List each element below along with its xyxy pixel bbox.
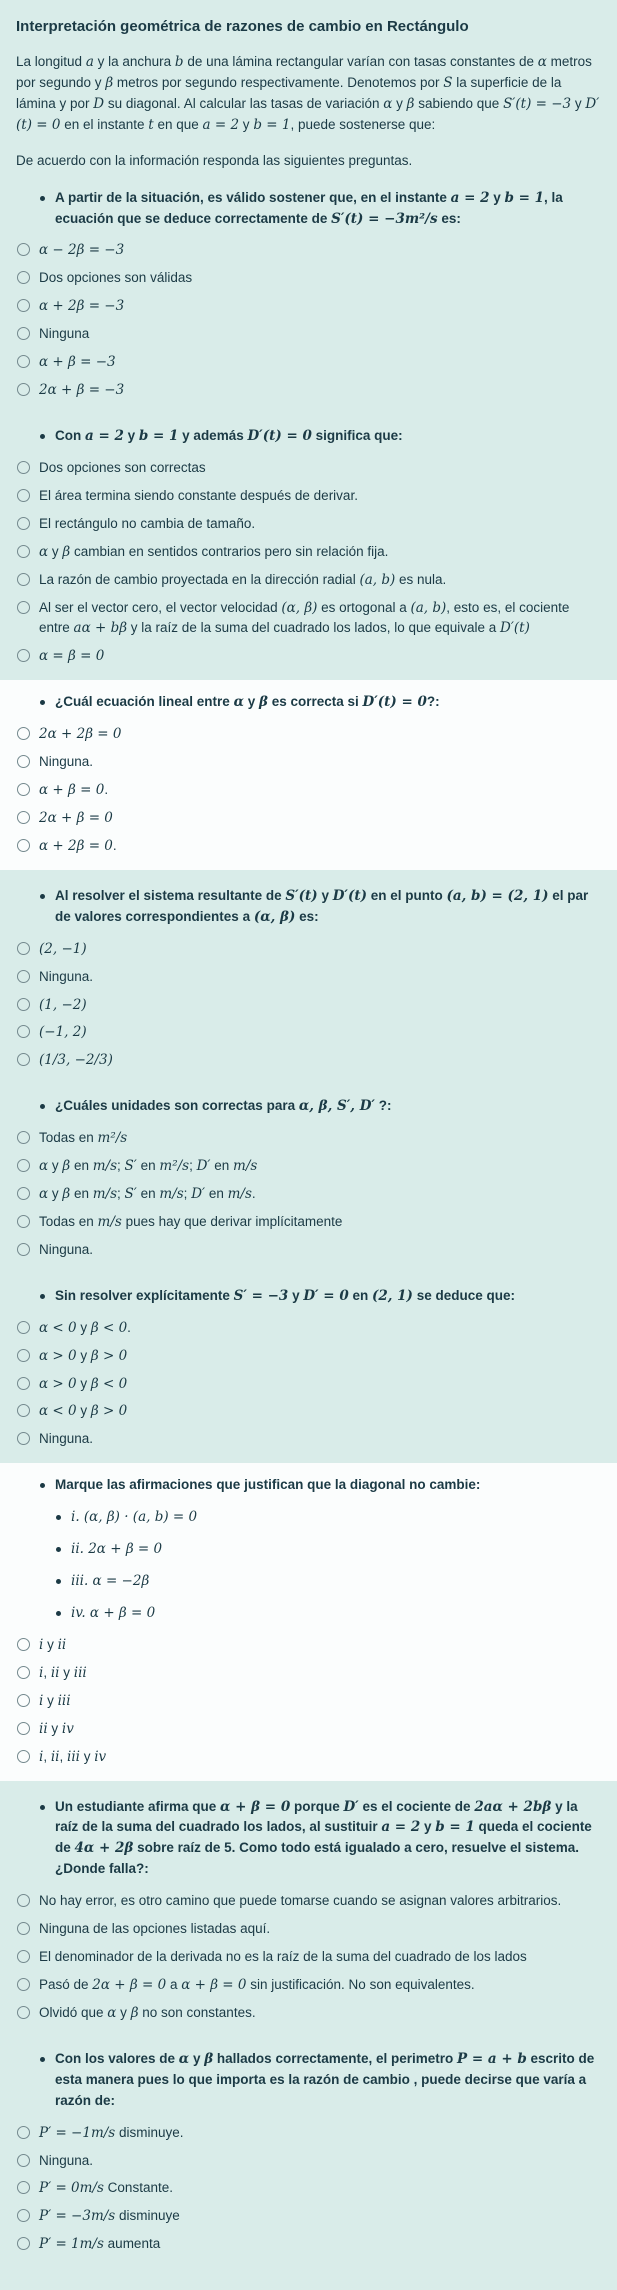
question-row bbox=[16, 692, 601, 713]
bullet-icon bbox=[56, 1579, 61, 1584]
question-row bbox=[16, 1475, 601, 1496]
bullet-icon bbox=[40, 1294, 45, 1299]
question-section bbox=[16, 426, 601, 676]
answer-option[interactable] bbox=[16, 1022, 601, 1043]
option-label: El área termina siendo constante después de derivar. bbox=[39, 487, 358, 503]
radio-button-icon[interactable] bbox=[17, 2154, 30, 2167]
radio-button-icon[interactable] bbox=[17, 243, 30, 256]
bullet-icon bbox=[40, 1805, 45, 1810]
option-label: P′ = −3m/s disminuye bbox=[39, 2208, 180, 2225]
radio-button-icon[interactable] bbox=[17, 1894, 30, 1907]
question-section bbox=[16, 1286, 601, 1460]
option-label: α y β cambian en sentidos contrarios pero sin relación fija. bbox=[39, 543, 389, 560]
question-row bbox=[16, 886, 601, 928]
option-label: Pasó de 2α + β = 0 a α + β = 0 sin justificación. No son equivalentes. bbox=[39, 1977, 475, 1993]
radio-button-icon[interactable] bbox=[17, 755, 30, 768]
question-text: Sin resolver explícitamente S′ = −3 y D′ = 0 en (2, 1) se deduce que: bbox=[55, 1287, 515, 1304]
option-label: α = β = 0 bbox=[39, 648, 105, 665]
question-section bbox=[16, 886, 601, 1080]
bullet-icon bbox=[40, 434, 45, 439]
option-label: (−1, 2) bbox=[39, 1024, 87, 1041]
statement-text: ii. 2α + β = 0 bbox=[71, 1541, 163, 1558]
answer-option[interactable] bbox=[16, 1947, 601, 1968]
answer-option[interactable] bbox=[16, 570, 601, 591]
bullet-icon bbox=[56, 1611, 61, 1616]
options-group bbox=[16, 1635, 601, 1777]
answer-option[interactable] bbox=[16, 995, 601, 1016]
answer-option[interactable] bbox=[16, 1663, 601, 1684]
statement-row bbox=[16, 1507, 601, 1528]
radio-button-icon[interactable] bbox=[17, 1215, 30, 1228]
option-label: Ninguna. bbox=[39, 1241, 94, 1257]
option-label: La razón de cambio proyectada en la dirección radial (a, b) es nula. bbox=[39, 571, 447, 588]
answer-option[interactable] bbox=[16, 836, 601, 857]
option-label: Al ser el vector cero, el vector velocidad (α, β) es ortogonal a (a, b), esto es, el cociente entre aα + bβ y la raíz de la suma del cuadrado los lados, lo que equivale a D′(t) bbox=[39, 599, 570, 637]
option-label: α > 0 y β > 0 bbox=[39, 1347, 128, 1364]
answer-option[interactable] bbox=[16, 724, 601, 745]
option-label: α − 2β = −3 bbox=[39, 242, 125, 259]
question-section bbox=[16, 188, 601, 410]
radio-button-icon[interactable] bbox=[17, 299, 30, 312]
question-text: A partir de la situación, es válido sostener que, en el instante a = 2 y b = 1, la ecuación que se deduce correctamente de S′(t) = −3m²/s es: bbox=[55, 189, 563, 227]
option-label: α y β en m/s; S′ en m/s; D′ en m/s. bbox=[39, 1186, 256, 1203]
option-label: α y β en m/s; S′ en m²/s; D′ en m/s bbox=[39, 1158, 258, 1175]
radio-button-icon[interactable] bbox=[17, 649, 30, 662]
option-label: P′ = −1m/s disminuye. bbox=[39, 2124, 184, 2141]
options-group bbox=[16, 1128, 601, 1270]
option-label: P′ = 1m/s aumenta bbox=[39, 2236, 161, 2253]
radio-button-icon[interactable] bbox=[17, 1638, 30, 1651]
questions-container bbox=[16, 188, 601, 2265]
option-label: 2α + 2β = 0 bbox=[39, 726, 122, 743]
answer-option[interactable] bbox=[16, 296, 601, 317]
radio-button-icon[interactable] bbox=[17, 1377, 30, 1390]
answer-option[interactable] bbox=[16, 2003, 601, 2024]
option-label: i y iii bbox=[39, 1692, 71, 1709]
option-label: Ninguna de las opciones listadas aquí. bbox=[39, 1921, 271, 1937]
radio-button-icon[interactable] bbox=[17, 1187, 30, 1200]
option-label: 2α + β = 0 bbox=[39, 809, 113, 826]
radio-button-icon[interactable] bbox=[17, 1750, 30, 1763]
radio-button-icon[interactable] bbox=[17, 839, 30, 852]
radio-button-icon[interactable] bbox=[17, 1950, 30, 1963]
options-group bbox=[16, 724, 601, 866]
options-group bbox=[16, 1891, 601, 2033]
option-label: Olvidó que α y β no son constantes. bbox=[39, 2004, 256, 2021]
answer-option[interactable] bbox=[16, 808, 601, 829]
radio-button-icon[interactable] bbox=[17, 942, 30, 955]
radio-button-icon[interactable] bbox=[17, 1131, 30, 1144]
answer-option[interactable] bbox=[16, 1374, 601, 1395]
radio-button-icon[interactable] bbox=[17, 1053, 30, 1066]
question-row bbox=[16, 1797, 601, 1881]
options-group bbox=[16, 458, 601, 676]
answer-option[interactable] bbox=[16, 967, 601, 988]
answer-option[interactable] bbox=[16, 2178, 601, 2199]
radio-button-icon[interactable] bbox=[17, 970, 30, 983]
option-label: Todas en m/s pues hay que derivar implícitamente bbox=[39, 1213, 343, 1230]
question-row bbox=[16, 188, 601, 230]
answer-option[interactable] bbox=[16, 646, 601, 667]
answer-option[interactable] bbox=[16, 352, 601, 373]
option-label: Ninguna. bbox=[39, 1431, 94, 1447]
radio-button-icon[interactable] bbox=[17, 327, 30, 340]
radio-button-icon[interactable] bbox=[17, 383, 30, 396]
bullet-icon bbox=[40, 1104, 45, 1109]
radio-button-icon[interactable] bbox=[17, 1404, 30, 1417]
bullet-icon bbox=[40, 196, 45, 201]
option-label: El denominador de la derivada no es la raíz de la suma del cuadrado de los lados bbox=[39, 1949, 527, 1965]
answer-option[interactable] bbox=[16, 2151, 601, 2172]
answer-option[interactable] bbox=[16, 458, 601, 479]
statement-text: iv. α + β = 0 bbox=[71, 1605, 156, 1622]
bullet-icon bbox=[56, 1547, 61, 1552]
option-label: α + 2β = 0. bbox=[39, 837, 117, 854]
option-label: ii y iv bbox=[39, 1720, 74, 1737]
bullet-icon bbox=[40, 700, 45, 705]
answer-option[interactable] bbox=[16, 1346, 601, 1367]
radio-button-icon[interactable] bbox=[17, 545, 30, 558]
question-section bbox=[0, 680, 617, 870]
options-group bbox=[16, 1318, 601, 1460]
answer-option[interactable] bbox=[16, 1401, 601, 1422]
bullet-icon bbox=[40, 894, 45, 899]
option-label: Ninguna. bbox=[39, 2152, 94, 2168]
option-label: α + 2β = −3 bbox=[39, 298, 125, 315]
answer-option[interactable] bbox=[16, 1919, 601, 1940]
answer-option[interactable] bbox=[16, 1635, 601, 1656]
option-label: El rectángulo no cambia de tamaño. bbox=[39, 515, 256, 531]
option-label: i, ii y iii bbox=[39, 1664, 87, 1681]
options-group bbox=[16, 2123, 601, 2265]
answer-option[interactable] bbox=[16, 1975, 601, 1996]
radio-button-icon[interactable] bbox=[17, 2237, 30, 2250]
answer-option[interactable] bbox=[16, 324, 601, 345]
option-label: α + β = 0. bbox=[39, 782, 109, 799]
option-label: α > 0 y β < 0 bbox=[39, 1375, 128, 1392]
answer-option[interactable] bbox=[16, 380, 601, 401]
question-text: Un estudiante afirma que α + β = 0 porque D′ es el cociente de 2aα + 2bβ y la raíz de la suma del cuadrado los lados, al sustituir a = 2 y b = 1 queda el cociente de 4α + 2β sobre raíz de 5. Como todo está igualado a cero, resuelve el sistema. ¿Donde falla?: bbox=[55, 1798, 592, 1877]
option-label: (2, −1) bbox=[39, 940, 87, 957]
page-title: Interpretación geométrica de razones de cambio en Rectángulo bbox=[16, 18, 469, 35]
radio-button-icon[interactable] bbox=[17, 1922, 30, 1935]
bullet-icon bbox=[40, 1483, 45, 1488]
answer-option[interactable] bbox=[16, 780, 601, 801]
radio-button-icon[interactable] bbox=[17, 998, 30, 1011]
radio-button-icon[interactable] bbox=[17, 1025, 30, 1038]
question-row bbox=[16, 1096, 601, 1117]
bullet-icon bbox=[56, 1515, 61, 1520]
answer-option[interactable] bbox=[16, 2206, 601, 2227]
radio-button-icon[interactable] bbox=[17, 1978, 30, 1991]
answer-option[interactable] bbox=[16, 514, 601, 535]
option-label: (1, −2) bbox=[39, 996, 87, 1013]
answer-option[interactable] bbox=[16, 752, 601, 773]
question-text: ¿Cuál ecuación lineal entre α y β es correcta si D′(t) = 0?: bbox=[55, 694, 440, 711]
question-row bbox=[16, 426, 601, 447]
question-text: Al resolver el sistema resultante de S′(t) y D′(t) en el punto (a, b) = (2, 1) el par de valores correspondientes a (α, β) es: bbox=[55, 887, 589, 925]
radio-button-icon[interactable] bbox=[17, 601, 30, 614]
option-label: No hay error, es otro camino que puede tomarse cuando se asignan valores arbitrarios. bbox=[39, 1893, 562, 1909]
statement-row bbox=[16, 1603, 601, 1624]
option-label: Dos opciones son válidas bbox=[39, 270, 193, 286]
answer-option[interactable] bbox=[16, 1128, 601, 1149]
answer-option[interactable] bbox=[16, 1050, 601, 1071]
intro-paragraph: La longitud a y la anchura b de una lámina rectangular varían con tasas constantes de α metros por segundo y β metros por segundo respectivamente. Denotemos por S la superficie de la lámina y por D su diagonal. Al calcular las tasas de variación α y β sabiendo que S′(t) = −3 y D′(t) = 0 en el instante t en que a = 2 y b = 1, puede sostenerse que: bbox=[16, 54, 600, 133]
radio-button-icon[interactable] bbox=[17, 811, 30, 824]
answer-option[interactable] bbox=[16, 939, 601, 960]
radio-button-icon[interactable] bbox=[17, 727, 30, 740]
statement-row bbox=[16, 1539, 601, 1560]
answer-option[interactable] bbox=[16, 598, 601, 640]
answer-option[interactable] bbox=[16, 240, 601, 261]
answer-option[interactable] bbox=[16, 486, 601, 507]
question-text: Con a = 2 y b = 1 y además D′(t) = 0 significa que: bbox=[55, 427, 403, 444]
statement-text: i. (α, β) · (a, b) = 0 bbox=[71, 1509, 198, 1526]
option-label: Dos opciones son correctas bbox=[39, 459, 206, 475]
answer-option[interactable] bbox=[16, 1429, 601, 1450]
options-group bbox=[16, 240, 601, 410]
option-label: α < 0 y β < 0. bbox=[39, 1319, 131, 1336]
radio-button-icon[interactable] bbox=[17, 2209, 30, 2222]
radio-button-icon[interactable] bbox=[17, 2126, 30, 2139]
answer-option[interactable] bbox=[16, 1747, 601, 1768]
option-label: P′ = 0m/s Constante. bbox=[39, 2180, 173, 2197]
radio-button-icon[interactable] bbox=[17, 1349, 30, 1362]
question-text: Con los valores de α y β hallados correctamente, el perimetro P = a + b escrito de esta manera pues lo que importa es la razón de cambio , puede decirse que varía a razón de: bbox=[55, 2050, 595, 2108]
radio-button-icon[interactable] bbox=[17, 271, 30, 284]
option-label: Ninguna. bbox=[39, 754, 94, 770]
radio-button-icon[interactable] bbox=[17, 489, 30, 502]
answer-option[interactable] bbox=[16, 1240, 601, 1261]
answer-option[interactable] bbox=[16, 2123, 601, 2144]
radio-button-icon[interactable] bbox=[17, 517, 30, 530]
answer-option[interactable] bbox=[16, 542, 601, 563]
question-row bbox=[16, 2049, 601, 2112]
question-text: ¿Cuáles unidades son correctas para α, β, S′, D′ ?: bbox=[55, 1098, 392, 1115]
question-text: Marque las afirmaciones que justifican que la diagonal no cambie: bbox=[55, 1477, 481, 1493]
option-label: 2α + β = −3 bbox=[39, 382, 125, 399]
radio-button-icon[interactable] bbox=[17, 1722, 30, 1735]
question-section bbox=[16, 2049, 601, 2264]
radio-button-icon[interactable] bbox=[17, 2181, 30, 2194]
instructions-text: De acuerdo con la información responda las siguientes preguntas. bbox=[16, 152, 413, 168]
option-label: i y ii bbox=[39, 1636, 67, 1653]
option-label: Ninguna. bbox=[39, 968, 94, 984]
answer-option[interactable] bbox=[16, 268, 601, 289]
answer-option[interactable] bbox=[16, 2234, 601, 2255]
option-label: Ninguna bbox=[39, 326, 90, 342]
radio-button-icon[interactable] bbox=[17, 2006, 30, 2019]
option-label: (1/3, −2/3) bbox=[39, 1052, 113, 1069]
radio-button-icon[interactable] bbox=[17, 1432, 30, 1445]
statement-row bbox=[16, 1571, 601, 1592]
question-section bbox=[0, 1463, 617, 1780]
option-label: Todas en m²/s bbox=[39, 1130, 128, 1147]
question-section bbox=[16, 1797, 601, 2033]
radio-button-icon[interactable] bbox=[17, 783, 30, 796]
radio-button-icon[interactable] bbox=[17, 461, 30, 474]
bullet-icon bbox=[40, 2057, 45, 2062]
statement-text: iii. α = −2β bbox=[71, 1573, 150, 1590]
answer-option[interactable] bbox=[16, 1719, 601, 1740]
answer-option[interactable] bbox=[16, 1891, 601, 1912]
radio-button-icon[interactable] bbox=[17, 355, 30, 368]
answer-option[interactable] bbox=[16, 1212, 601, 1233]
question-row bbox=[16, 1286, 601, 1307]
answer-option[interactable] bbox=[16, 1156, 601, 1177]
radio-button-icon[interactable] bbox=[17, 1694, 30, 1707]
question-section bbox=[16, 1096, 601, 1270]
options-group bbox=[16, 939, 601, 1081]
option-label: i, ii, iii y iv bbox=[39, 1748, 107, 1765]
radio-button-icon[interactable] bbox=[17, 573, 30, 586]
radio-button-icon[interactable] bbox=[17, 1666, 30, 1679]
option-label: α < 0 y β > 0 bbox=[39, 1403, 128, 1420]
answer-option[interactable] bbox=[16, 1691, 601, 1712]
radio-button-icon[interactable] bbox=[17, 1159, 30, 1172]
answer-option[interactable] bbox=[16, 1318, 601, 1339]
radio-button-icon[interactable] bbox=[17, 1243, 30, 1256]
option-label: α + β = −3 bbox=[39, 354, 116, 371]
radio-button-icon[interactable] bbox=[17, 1321, 30, 1334]
answer-option[interactable] bbox=[16, 1184, 601, 1205]
